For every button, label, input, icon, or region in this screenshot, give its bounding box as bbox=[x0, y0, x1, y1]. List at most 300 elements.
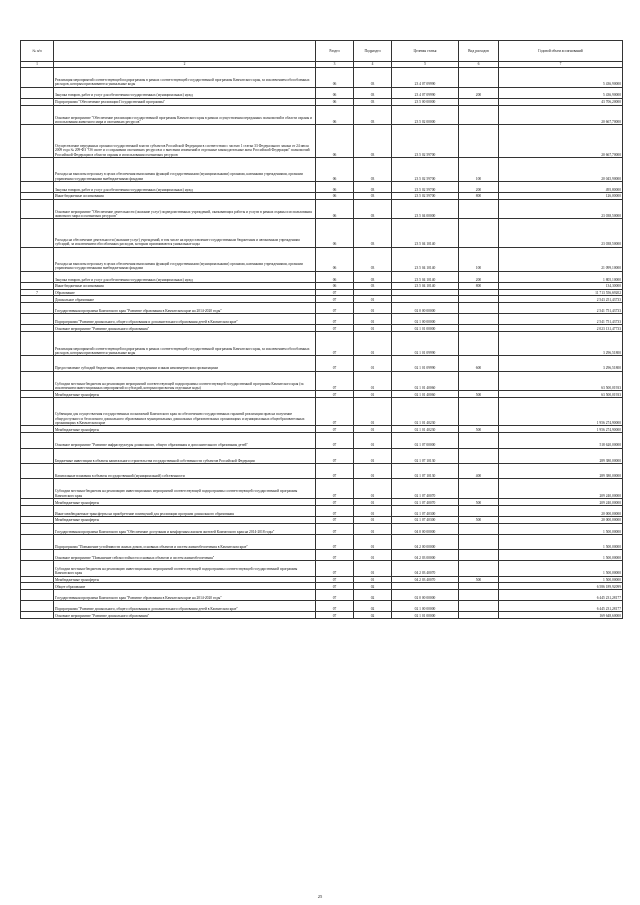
row-target-article: 23 5 00 00000 bbox=[392, 98, 459, 105]
row-number bbox=[21, 282, 54, 289]
row-razdel: 06 bbox=[316, 68, 354, 88]
row-target-article: 02 1 01 00000 bbox=[392, 612, 459, 619]
row-name: Государственная программа Камчатского края "Развитие образования в Камчатском крае на 2014-2020 годы" bbox=[54, 303, 316, 314]
row-name: Предоставление субсидий бюджетным, автономным учреждениям и иным некоммерческим организациям bbox=[54, 356, 316, 371]
row-expense-type bbox=[459, 303, 499, 314]
row-target-article: 02 1 07 40300 bbox=[392, 505, 459, 516]
row-name: Государственная программа Камчатского края "Обеспечение доступным и комфортным жильем жителей Камчатского края на 2014-2018 годы" bbox=[54, 523, 316, 534]
row-razdel: 07 bbox=[316, 583, 354, 590]
row-number bbox=[21, 105, 54, 125]
row-number bbox=[21, 371, 54, 391]
row-podrazdel: 03 bbox=[354, 157, 392, 181]
table-row bbox=[21, 282, 623, 289]
row-amount: 63 500,01933 bbox=[499, 391, 623, 398]
row-number bbox=[21, 550, 54, 561]
row-number bbox=[21, 448, 54, 463]
table-row bbox=[21, 612, 623, 619]
row-number bbox=[21, 332, 54, 356]
row-number bbox=[21, 68, 54, 88]
row-name: Субсидии местным бюджетам на реализацию инвестиционных мероприятий соответствующей подпрограммы соответствующей государственной программы Камчатского края bbox=[54, 479, 316, 499]
column-number: 7 bbox=[499, 62, 623, 68]
row-number bbox=[21, 296, 54, 303]
row-expense-type: 500 bbox=[459, 499, 499, 506]
row-podrazdel: 03 bbox=[354, 219, 392, 247]
row-expense-type bbox=[459, 523, 499, 534]
row-amount: 1 500,00000 bbox=[499, 550, 623, 561]
row-amount: 1 956 274,90000 bbox=[499, 398, 623, 426]
table-row bbox=[21, 499, 623, 506]
header-razdel: Раздел bbox=[316, 41, 354, 62]
row-target-article: 04 0 00 00000 bbox=[392, 523, 459, 534]
row-podrazdel: 01 bbox=[354, 314, 392, 325]
row-target-article: 04 2 03 00000 bbox=[392, 550, 459, 561]
row-target-article: 23 5 02 59700 bbox=[392, 192, 459, 199]
table-row bbox=[21, 271, 623, 282]
row-podrazdel bbox=[354, 289, 392, 296]
row-amount: 43 706,20000 bbox=[499, 98, 623, 105]
row-target-article: 23 5 02 59700 bbox=[392, 157, 459, 181]
page-number: 25 bbox=[317, 894, 323, 899]
row-expense-type bbox=[459, 561, 499, 576]
row-number bbox=[21, 219, 54, 247]
row-razdel: 07 bbox=[316, 523, 354, 534]
row-amount: 5 436,90000 bbox=[499, 87, 623, 98]
row-name: Капитальные вложения в объекты государственной (муниципальной) собственности bbox=[54, 463, 316, 478]
table-header bbox=[21, 41, 623, 68]
row-name: Реализация мероприятий соответствующей подпрограммы в рамках соответствующей государственной программы Камчатского края, за исключением обособленных расходов, которым присваиваются уникальные коды bbox=[54, 68, 316, 88]
row-razdel: 07 bbox=[316, 296, 354, 303]
row-amount: 20 000,00000 bbox=[499, 505, 623, 516]
row-expense-type bbox=[459, 105, 499, 125]
row-target-article: 02 1 01 40060 bbox=[392, 371, 459, 391]
row-target-article: 02 1 00 00000 bbox=[392, 601, 459, 612]
column-number: 6 bbox=[459, 62, 499, 68]
row-amount: 169 648,60000 bbox=[499, 612, 623, 619]
row-amount: 2 541 751,43733 bbox=[499, 314, 623, 325]
table-row bbox=[21, 314, 623, 325]
row-target-article: 23 5 04 10140 bbox=[392, 271, 459, 282]
row-razdel: 07 bbox=[316, 303, 354, 314]
row-expense-type bbox=[459, 479, 499, 499]
row-razdel: 07 bbox=[316, 356, 354, 371]
row-expense-type: 800 bbox=[459, 192, 499, 199]
row-expense-type bbox=[459, 534, 499, 549]
row-target-article bbox=[392, 289, 459, 296]
row-razdel: 06 bbox=[316, 219, 354, 247]
row-podrazdel: 01 bbox=[354, 516, 392, 523]
table-row bbox=[21, 332, 623, 356]
row-podrazdel: 01 bbox=[354, 499, 392, 506]
row-podrazdel: 01 bbox=[354, 303, 392, 314]
row-target-article: 02 1 07 10130 bbox=[392, 463, 459, 478]
row-target-article: 02 1 07 40070 bbox=[392, 479, 459, 499]
table-row bbox=[21, 296, 623, 303]
row-target-article bbox=[392, 296, 459, 303]
row-number bbox=[21, 561, 54, 576]
row-podrazdel: 01 bbox=[354, 576, 392, 583]
row-name: Реализация мероприятий соответствующей подпрограммы в рамках соответствующей государственной программы Камчатского края, за исключением обособленных расходов, которым присваиваются уникальные коды bbox=[54, 332, 316, 356]
row-amount: 2 541 751,43733 bbox=[499, 303, 623, 314]
row-expense-type bbox=[459, 601, 499, 612]
header-name bbox=[54, 41, 316, 62]
row-expense-type: 500 bbox=[459, 426, 499, 433]
row-amount: 3 296,51800 bbox=[499, 332, 623, 356]
table-row bbox=[21, 68, 623, 88]
table-row bbox=[21, 398, 623, 426]
table-row bbox=[21, 325, 623, 332]
row-number bbox=[21, 398, 54, 426]
row-razdel: 06 bbox=[316, 271, 354, 282]
row-expense-type bbox=[459, 433, 499, 448]
row-target-article: 02 1 01 40230 bbox=[392, 398, 459, 426]
table-row bbox=[21, 479, 623, 499]
row-podrazdel: 01 bbox=[354, 534, 392, 549]
row-podrazdel: 02 bbox=[354, 612, 392, 619]
row-name: Основное мероприятие "Обеспечение реализации государственной программы Камчатского края в рамках осуществления переданных полномочий в области охраны и использования животного мира и охотничьих ресурсов" bbox=[54, 105, 316, 125]
row-expense-type bbox=[459, 448, 499, 463]
row-target-article: 02 1 07 40070 bbox=[392, 499, 459, 506]
table-row bbox=[21, 516, 623, 523]
row-name: Основное мероприятие "Развитие дошкольного образования" bbox=[54, 325, 316, 332]
row-razdel: 07 bbox=[316, 289, 354, 296]
row-name: Межбюджетные трансферты bbox=[54, 516, 316, 523]
row-podrazdel: 01 bbox=[354, 371, 392, 391]
table-row bbox=[21, 192, 623, 199]
row-razdel: 07 bbox=[316, 332, 354, 356]
row-expense-type bbox=[459, 289, 499, 296]
row-number bbox=[21, 601, 54, 612]
row-podrazdel: 01 bbox=[354, 332, 392, 356]
row-amount: 134,30000 bbox=[499, 282, 623, 289]
row-expense-type: 200 bbox=[459, 87, 499, 98]
header-row bbox=[21, 41, 623, 62]
row-razdel: 07 bbox=[316, 479, 354, 499]
row-expense-type bbox=[459, 505, 499, 516]
row-number bbox=[21, 98, 54, 105]
table-row bbox=[21, 125, 623, 158]
row-target-article: 23 4 07 09990 bbox=[392, 87, 459, 98]
row-expense-type bbox=[459, 371, 499, 391]
table-row bbox=[21, 356, 623, 371]
row-number: 7 bbox=[21, 289, 54, 296]
row-podrazdel: 01 bbox=[354, 296, 392, 303]
row-amount: 126,00000 bbox=[499, 192, 623, 199]
row-target-article: 02 1 01 09990 bbox=[392, 356, 459, 371]
row-name: Государственная программа Камчатского края "Развитие образования в Камчатском крае на 2014-2020 годы" bbox=[54, 590, 316, 601]
row-number bbox=[21, 534, 54, 549]
row-expense-type: 200 bbox=[459, 271, 499, 282]
row-razdel: 07 bbox=[316, 448, 354, 463]
row-name: Межбюджетные трансферты bbox=[54, 576, 316, 583]
row-name: Закупка товаров, работ и услуг для обеспечения государственных (муниципальных) нужд bbox=[54, 181, 316, 192]
row-razdel: 07 bbox=[316, 534, 354, 549]
row-podrazdel: 01 bbox=[354, 561, 392, 576]
row-podrazdel: 01 bbox=[354, 325, 392, 332]
row-razdel: 07 bbox=[316, 463, 354, 478]
row-name: Расходы на выплаты персоналу в целях обеспечения выполнения функций государственными (муниципальными) органами, казенными учреждениями, органами управления государственными внебюджетными фондами bbox=[54, 157, 316, 181]
row-podrazdel: 02 bbox=[354, 601, 392, 612]
row-number bbox=[21, 181, 54, 192]
table-row bbox=[21, 199, 623, 219]
row-target-article: 23 5 04 10140 bbox=[392, 219, 459, 247]
table-row bbox=[21, 583, 623, 590]
row-expense-type: 500 bbox=[459, 391, 499, 398]
row-razdel: 07 bbox=[316, 499, 354, 506]
row-target-article: 23 5 02 59700 bbox=[392, 125, 459, 158]
row-expense-type: 200 bbox=[459, 181, 499, 192]
row-number bbox=[21, 612, 54, 619]
row-name: Субсидии местным бюджетам на реализацию мероприятий соответствующей подпрограммы соответствующей государственной программы Камчатского края (за исключением инвестиционных мероприятий и субсидий, которым присвоены отдельные коды) bbox=[54, 371, 316, 391]
row-name: Закупка товаров, работ и услуг для обеспечения государственных (муниципальных) нужд bbox=[54, 87, 316, 98]
budget-table bbox=[20, 40, 623, 619]
column-number: 1 bbox=[21, 62, 54, 68]
row-target-article: 04 2 03 40070 bbox=[392, 561, 459, 576]
row-podrazdel: 02 bbox=[354, 590, 392, 601]
row-number bbox=[21, 590, 54, 601]
row-amount: 209 240,00000 bbox=[499, 499, 623, 506]
row-expense-type bbox=[459, 325, 499, 332]
row-name: Субсидии местным бюджетам на реализацию инвестиционных мероприятий соответствующей подпрограммы соответствующей государственной программы Камчатского края bbox=[54, 561, 316, 576]
row-target-article: 02 0 00 00000 bbox=[392, 303, 459, 314]
row-number bbox=[21, 314, 54, 325]
row-razdel: 06 bbox=[316, 181, 354, 192]
row-razdel: 07 bbox=[316, 561, 354, 576]
row-expense-type bbox=[459, 98, 499, 105]
row-number bbox=[21, 433, 54, 448]
row-podrazdel: 03 bbox=[354, 199, 392, 219]
row-razdel: 07 bbox=[316, 325, 354, 332]
row-number bbox=[21, 157, 54, 181]
row-razdel: 06 bbox=[316, 125, 354, 158]
row-target-article: 23 5 04 10140 bbox=[392, 282, 459, 289]
row-target-article: 04 2 03 40070 bbox=[392, 576, 459, 583]
row-target-article: 23 5 04 10140 bbox=[392, 247, 459, 271]
table-row bbox=[21, 247, 623, 271]
table-row bbox=[21, 433, 623, 448]
row-podrazdel: 01 bbox=[354, 550, 392, 561]
row-razdel: 07 bbox=[316, 433, 354, 448]
row-name: Осуществление переданных органам государственной власти субъектов Российской Федерации в соответствии с частью 1 статьи 33 Федерального закона от 24 июля 2009 года № 209-ФЗ "Об охоте и о сохранении охотничьих ресурсов и о внесении изменений в отдельные законодательные акты Российской Федерации" полномочий Российской Федерации в области охраны и использования охотничьих ресурсов bbox=[54, 125, 316, 158]
row-amount: 1 500,00000 bbox=[499, 534, 623, 549]
row-name: Расходы на обеспечение деятельности (оказание услуг) учреждений, в том числе на предоставление государственным бюджетным и автономным учреждениям субсидий, за исключением обособленных расходов, которым присваиваются уникальные коды bbox=[54, 219, 316, 247]
row-podrazdel: 01 bbox=[354, 391, 392, 398]
row-podrazdel: 01 bbox=[354, 479, 392, 499]
table-row bbox=[21, 391, 623, 398]
table-row bbox=[21, 303, 623, 314]
table-body bbox=[21, 68, 623, 619]
row-target-article: 02 1 07 00000 bbox=[392, 433, 459, 448]
row-amount: 6 445 231,28177 bbox=[499, 590, 623, 601]
table-row bbox=[21, 371, 623, 391]
table-row bbox=[21, 463, 623, 478]
row-podrazdel: 03 bbox=[354, 98, 392, 105]
row-number bbox=[21, 583, 54, 590]
row-number bbox=[21, 87, 54, 98]
row-expense-type bbox=[459, 68, 499, 88]
row-amount: 21 099,10000 bbox=[499, 247, 623, 271]
row-razdel: 06 bbox=[316, 247, 354, 271]
row-name: Основное мероприятие "Обеспечение деятельности (оказание услуг) подведомственных учреждений, оказывающих работы и услуги в рамках охраны и использования животного мира и охотничьих ресурсов" bbox=[54, 199, 316, 219]
row-expense-type bbox=[459, 199, 499, 219]
row-target-article: 23 5 02 59700 bbox=[392, 181, 459, 192]
row-target-article: 02 1 01 09990 bbox=[392, 332, 459, 356]
row-number bbox=[21, 271, 54, 282]
row-podrazdel: 02 bbox=[354, 583, 392, 590]
row-expense-type: 100 bbox=[459, 247, 499, 271]
row-amount: 289 380,00000 bbox=[499, 463, 623, 478]
row-number bbox=[21, 426, 54, 433]
row-number bbox=[21, 325, 54, 332]
table-row bbox=[21, 448, 623, 463]
row-target-article: 04 2 00 00000 bbox=[392, 534, 459, 549]
row-name: Расходы на выплаты персоналу в целях обеспечения выполнения функций государственными (муниципальными) органами, казенными учреждениями, органами управления государственными внебюджетными фондами bbox=[54, 247, 316, 271]
row-amount: 495,80000 bbox=[499, 181, 623, 192]
row-target-article: 02 1 01 40230 bbox=[392, 426, 459, 433]
row-podrazdel: 01 bbox=[354, 398, 392, 426]
table-row bbox=[21, 534, 623, 549]
row-expense-type: 500 bbox=[459, 576, 499, 583]
row-podrazdel: 01 bbox=[354, 448, 392, 463]
row-name: Общее образование bbox=[54, 583, 316, 590]
row-expense-type bbox=[459, 296, 499, 303]
row-razdel: 07 bbox=[316, 550, 354, 561]
row-name: Закупка товаров, работ и услуг для обеспечения государственных (муниципальных) нужд bbox=[54, 271, 316, 282]
row-amount: 20 000,00000 bbox=[499, 516, 623, 523]
row-razdel: 07 bbox=[316, 371, 354, 391]
row-razdel: 07 bbox=[316, 505, 354, 516]
table-row bbox=[21, 523, 623, 534]
row-target-article: 02 1 07 10130 bbox=[392, 448, 459, 463]
row-razdel: 06 bbox=[316, 199, 354, 219]
row-podrazdel: 03 bbox=[354, 68, 392, 88]
row-expense-type bbox=[459, 590, 499, 601]
row-number bbox=[21, 479, 54, 499]
row-podrazdel: 03 bbox=[354, 125, 392, 158]
row-name: Образование bbox=[54, 289, 316, 296]
row-number bbox=[21, 356, 54, 371]
table-row bbox=[21, 505, 623, 516]
row-name: Иные бюджетные ассигнования bbox=[54, 282, 316, 289]
row-podrazdel: 01 bbox=[354, 433, 392, 448]
row-razdel: 06 bbox=[316, 87, 354, 98]
row-target-article: 23 5 04 00000 bbox=[392, 199, 459, 219]
row-razdel: 06 bbox=[316, 157, 354, 181]
row-amount: 20 667,70000 bbox=[499, 125, 623, 158]
row-podrazdel: 03 bbox=[354, 87, 392, 98]
row-amount: 6 445 231,28177 bbox=[499, 601, 623, 612]
header-annual-amount: Годовой объем ассигнований bbox=[499, 41, 623, 62]
row-podrazdel: 01 bbox=[354, 356, 392, 371]
row-razdel: 07 bbox=[316, 391, 354, 398]
row-podrazdel: 01 bbox=[354, 523, 392, 534]
row-amount: 11 713 556,69202 bbox=[499, 289, 623, 296]
row-razdel: 06 bbox=[316, 192, 354, 199]
row-number bbox=[21, 463, 54, 478]
row-podrazdel: 03 bbox=[354, 105, 392, 125]
row-amount: 1 956 274,90000 bbox=[499, 426, 623, 433]
row-razdel: 07 bbox=[316, 314, 354, 325]
row-number bbox=[21, 199, 54, 219]
row-expense-type: 100 bbox=[459, 157, 499, 181]
row-podrazdel: 03 bbox=[354, 192, 392, 199]
row-razdel: 06 bbox=[316, 98, 354, 105]
row-podrazdel: 03 bbox=[354, 181, 392, 192]
row-amount: 209 240,00000 bbox=[499, 479, 623, 499]
column-number: 5 bbox=[392, 62, 459, 68]
table-row bbox=[21, 576, 623, 583]
table-row bbox=[21, 98, 623, 105]
table-row bbox=[21, 157, 623, 181]
row-amount: 1 500,00000 bbox=[499, 523, 623, 534]
row-number bbox=[21, 523, 54, 534]
row-name: Подпрограмма "Обеспечение реализации Государственной программы" bbox=[54, 98, 316, 105]
row-expense-type: 400 bbox=[459, 463, 499, 478]
row-name: Межбюджетные трансферты bbox=[54, 426, 316, 433]
table-row bbox=[21, 561, 623, 576]
row-expense-type bbox=[459, 398, 499, 426]
row-amount: 1 500,00000 bbox=[499, 561, 623, 576]
row-number bbox=[21, 505, 54, 516]
row-name: Иные межбюджетные трансферты на приобретение помещений для реализации программ дошкольного образования bbox=[54, 505, 316, 516]
row-expense-type bbox=[459, 583, 499, 590]
row-amount: 1 805,10000 bbox=[499, 271, 623, 282]
header-podrazdel: Подраздел bbox=[354, 41, 392, 62]
table-row bbox=[21, 601, 623, 612]
row-razdel: 07 bbox=[316, 516, 354, 523]
table-row bbox=[21, 105, 623, 125]
row-number bbox=[21, 192, 54, 199]
row-name: Подпрограмма "Развитие дошкольного, общего образования и дополнительного образования детей в Камчатском крае" bbox=[54, 314, 316, 325]
row-podrazdel: 01 bbox=[354, 463, 392, 478]
column-number: 4 bbox=[354, 62, 392, 68]
row-target-article: 23 4 07 09990 bbox=[392, 68, 459, 88]
row-razdel: 07 bbox=[316, 398, 354, 426]
row-razdel: 07 bbox=[316, 590, 354, 601]
row-razdel: 07 bbox=[316, 426, 354, 433]
row-amount: 2 023 131,47733 bbox=[499, 325, 623, 332]
row-amount: 518 620,00000 bbox=[499, 433, 623, 448]
row-podrazdel: 01 bbox=[354, 426, 392, 433]
row-target-article: 02 1 00 00000 bbox=[392, 314, 459, 325]
row-razdel: 06 bbox=[316, 282, 354, 289]
row-amount: 6 586 189,92099 bbox=[499, 583, 623, 590]
header-num: № п/п bbox=[21, 41, 54, 62]
row-amount: 20 045,90000 bbox=[499, 157, 623, 181]
row-name: Иные бюджетные ассигнования bbox=[54, 192, 316, 199]
row-target-article: 02 1 01 40060 bbox=[392, 391, 459, 398]
row-podrazdel: 03 bbox=[354, 247, 392, 271]
row-razdel: 06 bbox=[316, 105, 354, 125]
table-row bbox=[21, 590, 623, 601]
row-amount: 23 038,50000 bbox=[499, 199, 623, 219]
row-podrazdel: 01 bbox=[354, 505, 392, 516]
row-expense-type: 800 bbox=[459, 282, 499, 289]
row-name: Основное мероприятие "Развитие дошкольного образования" bbox=[54, 612, 316, 619]
row-expense-type: 600 bbox=[459, 356, 499, 371]
row-target-article bbox=[392, 583, 459, 590]
row-expense-type bbox=[459, 550, 499, 561]
table-row bbox=[21, 289, 623, 296]
row-name: Основное мероприятие "Развитие инфраструктуры дошкольного, общего образования и дополнительного образования детей" bbox=[54, 433, 316, 448]
row-podrazdel: 03 bbox=[354, 271, 392, 282]
row-amount: 20 667,70000 bbox=[499, 105, 623, 125]
header-target-article: Целевая статья bbox=[392, 41, 459, 62]
table-row bbox=[21, 550, 623, 561]
row-amount: 3 296,51800 bbox=[499, 356, 623, 371]
row-name: Дошкольное образование bbox=[54, 296, 316, 303]
row-number bbox=[21, 391, 54, 398]
row-amount: 63 500,01933 bbox=[499, 371, 623, 391]
